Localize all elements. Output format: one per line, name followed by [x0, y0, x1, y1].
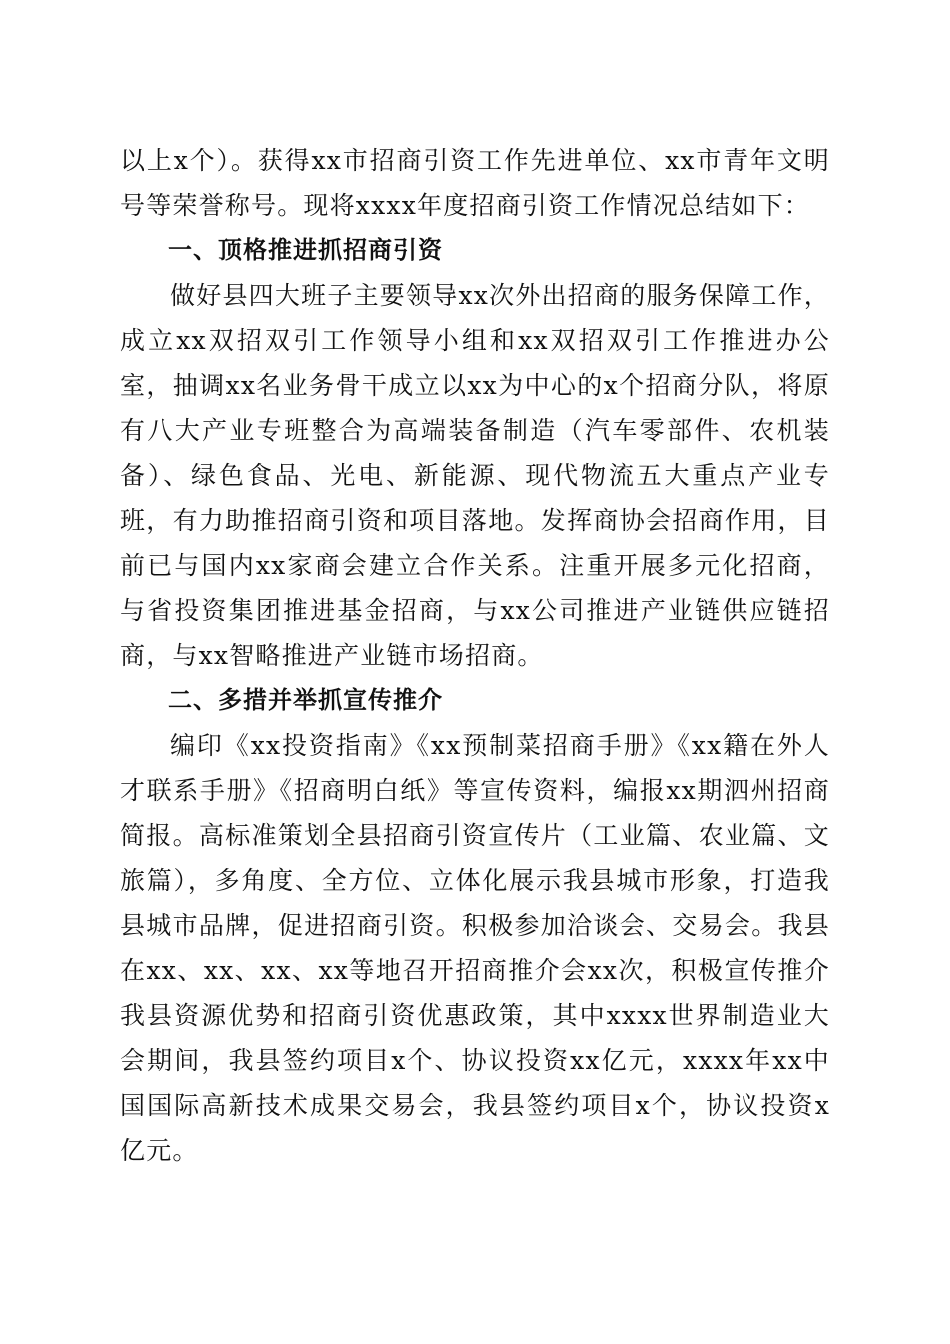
- section-body-2: 编印《xx投资指南》《xx预制菜招商手册》《xx籍在外人才联系手册》《招商明白纸》等宣传资料，编报xx期泗州招商简报。高标准策划全县招商引资宣传片（工业篇、农业篇、文旅篇），多角度、全方位、立体化展示我县城市形象，打造我县城市品牌，促进招商引资。积极参加洽谈会、交易会。我县在xx、xx、xx、xx等地召开招商推介会xx次，积极宣传推介我县资源优势和招商引资优惠政策，其中xxxx世界制造业大会期间，我县签约项目x个、协议投资xx亿元，xxxx年xx中国国际高新技术成果交易会，我县签约项目x个，协议投资x亿元。: [120, 731, 830, 1165]
- section-body-1: 做好县四大班子主要领导xx次外出招商的服务保障工作，成立xx双招双引工作领导小组和xx双招双引工作推进办公室，抽调xx名业务骨干成立以xx为中心的x个招商分队，将原有八大产业专班整合为高端装备制造（汽车零部件、农机装备）、绿色食品、光电、新能源、现代物流五大重点产业专班，有力助推招商引资和项目落地。发挥商协会招商作用，目前已与国内xx家商会建立合作关系。注重开展多元化招商，与省投资集团推进基金招商，与xx公司推进产业链供应链招商，与xx智略推进产业链市场招商。: [120, 281, 830, 670]
- section-heading-1: 一、顶格推进抓招商引资: [168, 236, 443, 264]
- intro-paragraph: 以上x个）。获得xx市招商引资工作先进单位、xx市青年文明号等荣誉称号。现将xxxx年度招商引资工作情况总结如下：: [120, 146, 830, 220]
- section-heading-2: 二、多措并举抓宣传推介: [168, 686, 443, 714]
- document-page: [120, 138, 830, 1173]
